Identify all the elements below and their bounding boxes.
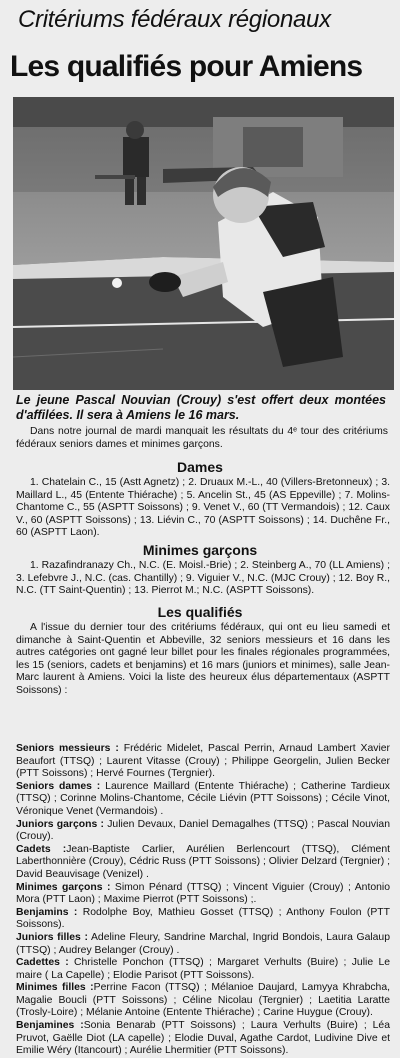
article — [6, 0, 394, 1057]
category-seniors-dames — [16, 781, 390, 819]
category-benjamines — [16, 1020, 390, 1058]
minimes-garcons-results: 1. Razafindranazy Ch., N.C. (E. Moisl.-Brie) ; 2. Steinberg A., 70 (LL Amiens) ; 3. Lefebvre J., N.C. (cas. Chantilly) ; 9. Viguier V., N.C. (MJC Crouy) ; 12. Boy R., N.C. (TT Saint-Quentin) ; 13. Pierrot M.; N.C. (ASPTT Soissons). — [16, 560, 390, 597]
category-label: Seniors dames : — [16, 780, 101, 792]
category-minimes-garcons — [16, 882, 390, 907]
category-label: Seniors messieurs : — [16, 743, 119, 754]
category-names: Christelle Ponchon (TTSQ) ; Margaret Verhults (Buire) ; Julie Le maire ( La Capelle) ; Elodie Parisot (PTT Soissons). — [16, 957, 390, 981]
category-names: Adeline Fleury, Sandrine Marchal, Ingrid Bondois, Laura Galaup (TTSQ) ; Audrey Belanger (Crouy) . — [16, 931, 390, 956]
category-names: Frédéric Midelet, Pascal Perrin, Arnaud Lambert Xavier Beaufort (TTSQ) ; Laurent Vitasse (Crouy) ; Philippe Georgelin, Julien Becker (PTT Soissons) ; Hervé Fournes (Tergnier). — [16, 743, 390, 780]
category-names: Laurence Maillard (Entente Thiérache) ; Catherine Tardieux (TTSQ) ; Corinne Molins-Chantome, Cécile Liévin (PTT Soissons) ; Cécile Vinot, Véronique Venet (Vermandois) . — [16, 780, 390, 817]
category-names: Rodolphe Boy, Mathieu Gosset (TTSQ) ; Anthony Foulon (PTT Soissons). — [16, 906, 390, 931]
category-label: Juniors garçons : — [16, 818, 104, 830]
category-names: Simon Pénard (TTSQ) ; Vincent Viguier (Crouy) ; Antonio Mora (PTT Laon) ; Maxime Pierrot (PTT Soissons) ;. — [16, 881, 390, 906]
category-label: Benjamins : — [16, 906, 78, 918]
photo-caption: Le jeune Pascal Nouvian (Crouy) s'est offert deux montées d'affilées. Il sera à Amiens le 16 mars. — [16, 393, 386, 422]
category-names: Perrine Facon (TTSQ) ; Mélanioe Daujard, Lamyya Khrabcha, Magalie Boucli (PTT Soissons) ; Céline Nicolau (Tergnier) ; Laetitia Laratte (Trosly-Loire) ; Mélanie Antoine (Entente Thiérache) ; Carine Huygue (Crouy). — [16, 982, 390, 1019]
category-juniors-garcons — [16, 819, 390, 844]
category-minimes-filles — [16, 982, 390, 1020]
category-juniors-filles — [16, 932, 390, 957]
qualifies-intro: A l'issue du dernier tour des critériums fédéraux, qui ont eu lieu samedi et dimanche à Saint-Quentin et Abbeville, 32 seniors messieurs et 16 dans les autres catégories ont gagné leur billet pour les finales régionales programmées, les 15 (seniors, cadets et benjamins) et 16 mars (juniors et minimes), salle Jean-Marc laurent à Amiens. Voici la liste des heureux élus départementaux (ASPTT Soissons) : — [16, 622, 390, 696]
dames-heading: Dames — [177, 459, 223, 475]
category-label: Cadettes : — [16, 957, 69, 969]
intro-paragraph: Dans notre journal de mardi manquait les résultats du 4ᵉ tour des critériums fédéraux seniors dames et minimes garçons. — [16, 426, 388, 450]
category-names: Sonia Benarab (PTT Soissons) ; Laura Verhults (Buire) ; Léa Pruvot, Gaëlle Diot (LA capelle) ; Elodie Duval, Agathe Cardot, Ludivine Dive et Emilie Wéry (Itancourt) ; Aurélie Lhermitier (PTT Soissons). — [16, 1020, 390, 1057]
category-cadets — [16, 844, 390, 882]
table-tennis-player-photo — [13, 97, 394, 390]
category-names: Jean-Baptiste Carlier, Aurélien Berlencourt (TTSQ), Clément Laberthonnière (Crouy), Cédric Russ (PTT Soissons) ; Olivier Delzard (Tergnier) ; David Beauvisage (Venizel) . — [16, 843, 390, 880]
qualifies-heading: Les qualifiés — [157, 604, 243, 620]
dames-results: 1. Chatelain C., 15 (Astt Agnetz) ; 2. Druaux M.-L., 40 (Villers-Bretonneux) ; 3. Maillard L., 45 (Entente Thiérache) ; 5. Ancelin St., 45 (AS Eppeville) ; 7. Molins-Chantome C., 55 (ASPTT Soissons) ; 9. Venet V., 60 (TT Vermandois) ; 12. Caux V., 60 (ASPTT Soissons) ; 13. Liévin C., 70 (ASPTT Soissons) ; 14. Duchêne Fr., 60 (ASPTT Laon). — [16, 477, 390, 539]
category-names: Julien Devaux, Daniel Demagalhes (TTSQ) ; Pascal Nouvian (Crouy). — [16, 818, 390, 843]
qualifies-list — [16, 743, 390, 1058]
category-cadettes — [16, 957, 390, 982]
category-label: Benjamines : — [16, 1020, 84, 1032]
article-photo — [13, 97, 394, 390]
category-label: Minimes garçons : — [16, 881, 111, 893]
category-benjamins — [16, 907, 390, 932]
article-kicker: Critériums fédéraux régionaux — [18, 6, 331, 33]
article-headline: Les qualifiés pour Amiens — [10, 50, 363, 83]
category-label: Juniors filles : — [16, 931, 88, 943]
category-seniors-messieurs — [16, 743, 390, 781]
category-label: Minimes filles : — [16, 982, 94, 994]
category-label: Cadets : — [16, 843, 67, 855]
minimes-garcons-heading: Minimes garçons — [142, 542, 258, 558]
